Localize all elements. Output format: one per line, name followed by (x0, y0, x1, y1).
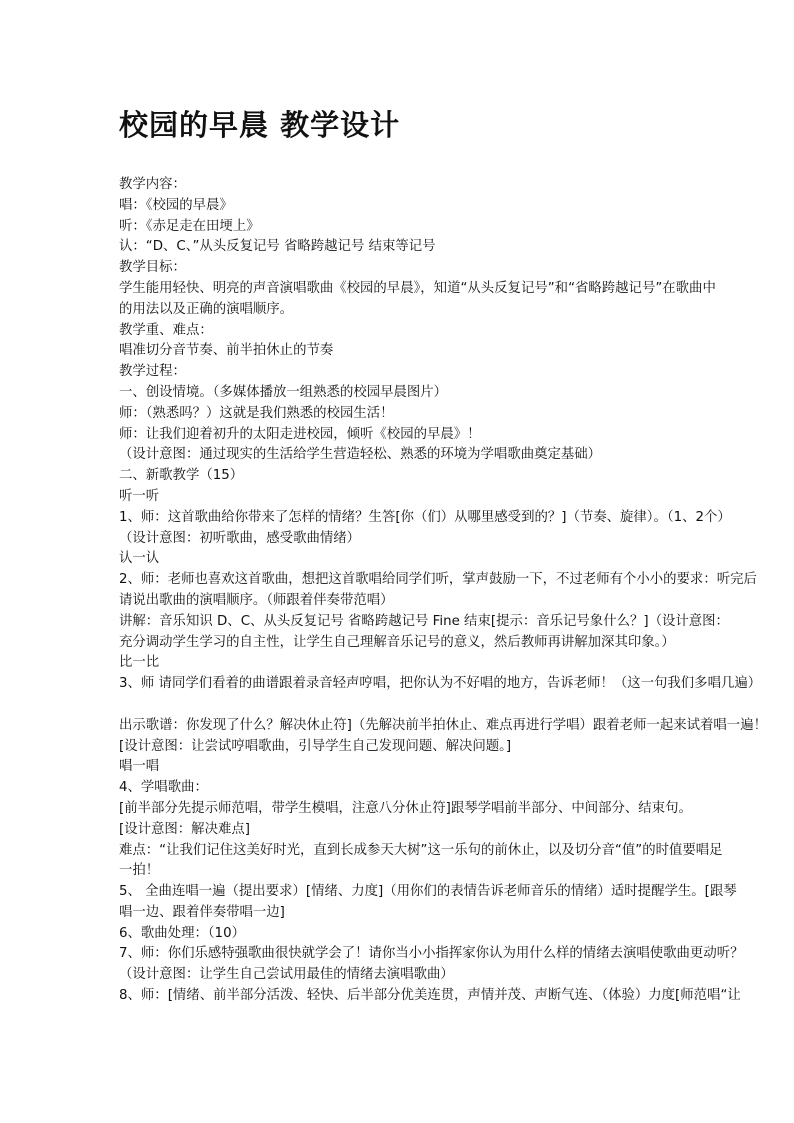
text-line: 教学重、难点： (119, 322, 213, 338)
text-line: 请说出歌曲的演唱顺序。（师跟着伴奏带范唱） (119, 592, 394, 608)
text-line: 8、师：[情绪、前半部分活泼、轻快、后半部分优美连贯，声情并茂、声断气连、（体验）力度[师范唱“让 (119, 988, 741, 1004)
text-line: 唱一边、跟着伴奏带唱一边] (119, 904, 285, 920)
text-line: 难点：“让我们记住这美好时光，直到长成参天大树”这一乐句的前休止，以及切分音“值”的时值要唱足 (119, 842, 723, 858)
text-line: 师：让我们迎着初升的太阳走进校园，倾听《校园的早晨》！ (119, 426, 481, 442)
text-line: 2、师：老师也喜欢这首歌曲，想把这首歌唱给同学们听，掌声鼓励一下，不过老师有个小小的要求：听完后 (119, 572, 757, 588)
text-line: 充分调动学生学习的自主性，让学生自己理解音乐记号的意义，然后教师再讲解加深其印象。） (119, 634, 675, 650)
text-line: 3、师 请同学们看着的曲谱跟着录音轻声哼唱，把你认为不好唱的地方，告诉老师！（这一句我们多唱几遍） (119, 676, 762, 692)
text-line: 的用法以及正确的演唱顺序。 (119, 301, 294, 317)
text-line: 一拍！ (119, 863, 160, 879)
text-line: 教学目标： (119, 260, 186, 276)
text-line: 唱：《校园的早晨》 (119, 197, 233, 213)
text-line: 1、师：这首歌曲给你带来了怎样的情绪？生答[你（们）从哪里感受到的？]（节奏、旋律）。（1、2个） (119, 509, 731, 525)
text-line: 教学过程： (119, 364, 186, 380)
text-line: 出示歌谱：你发现了什么？解决休止符]（先解决前半拍休止、难点再进行学唱）跟着老师一起来试着唱一遍！ (119, 717, 767, 733)
text-line: [前半部分先提示师范唱，带学生模唱，注意八分休止符]跟琴学唱前半部分、中间部分、结束句。 (119, 800, 692, 816)
text-line: 学生能用轻快、明亮的声音演唱歌曲《校园的早晨》，知道“从头反复记号”和“省略跨越记号”在歌曲中 (119, 280, 716, 296)
text-line: 唱准切分音节奏、前半拍休止的节奏 (119, 343, 334, 359)
text-line: （设计意图：通过现实的生活给学生营造轻松、熟悉的环境为学唱歌曲奠定基础） (119, 447, 602, 463)
text-line (119, 695, 789, 716)
text-line: 认：“D、C、”从头反复记号 省略跨越记号 结束等记号 (119, 239, 436, 255)
text-line: 5、 全曲连唱一遍（提出要求）[情绪、力度]（用你们的表情告诉老师音乐的情绪）适时提醒学生。[跟琴 (119, 884, 737, 900)
text-line: [设计意图：让尝试哼唱歌曲，引导学生自己发现问题、解决问题。] (119, 738, 512, 754)
text-line: 师：（熟悉吗？）这就是我们熟悉的校园生活！ (119, 405, 394, 421)
text-line: 听：《赤足走在田埂上》 (119, 218, 260, 234)
text-line: 讲解：音乐知识 D、C、从头反复记号 省略跨越记号 Fine 结束[提示：音乐记号象什么？]（设计意图： (119, 613, 729, 629)
text-line: （设计意图：让学生自己尝试用最佳的情绪去演唱歌曲） (119, 967, 454, 983)
text-line: 认一认 (119, 551, 160, 567)
text-line: 教学内容： (119, 177, 186, 192)
text-line: 6、歌曲处理：（10） (119, 925, 245, 941)
text-line: （设计意图：初听歌曲，感受歌曲情绪） (119, 530, 361, 546)
text-line: 比一比 (119, 655, 160, 671)
text-line: 唱一唱 (119, 759, 160, 775)
text-line: 7、师：你们乐感特强歌曲很快就学会了！请你当小小指挥家你认为用什么样的情绪去演唱使歌曲更动听？ (119, 946, 744, 962)
text-line: 听一听 (119, 488, 160, 504)
document-body (119, 175, 789, 1007)
text-line: 二、新歌教学（15） (119, 468, 244, 484)
text-line: [设计意图：解决难点] (119, 821, 250, 837)
text-line: 4、学唱歌曲： (119, 780, 208, 796)
text-line: 一、创设情境。（多媒体播放一组熟悉的校园早晨图片） (119, 384, 448, 400)
document-title: 校园的早晨 教学设计 (119, 108, 401, 142)
